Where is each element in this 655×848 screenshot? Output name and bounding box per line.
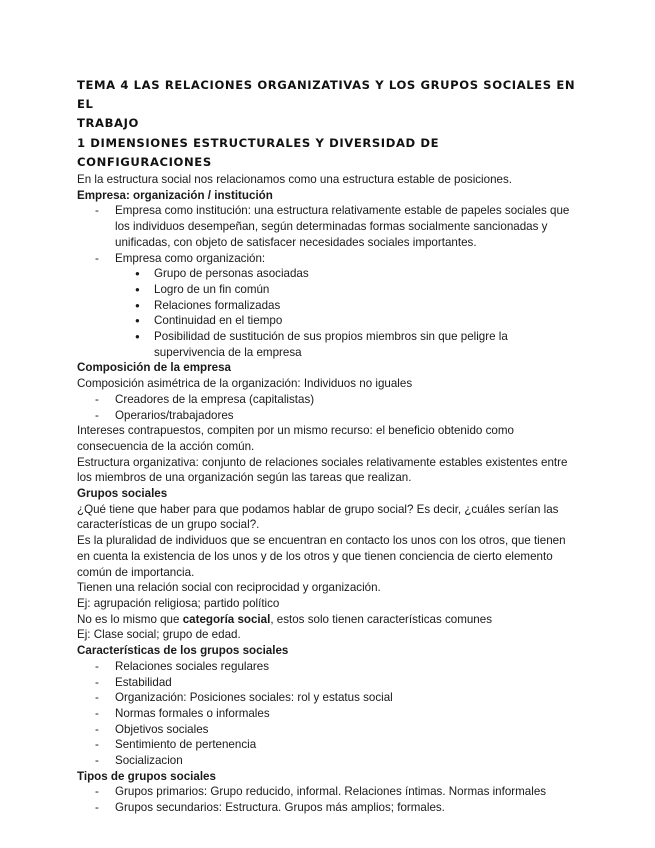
caracteristica-item: - Estabilidad xyxy=(77,675,577,691)
grupos-definition: Es la pluralidad de individuos que se encuentran en contacto los unos con los otros, que tienen en cuenta la existencia de los unos y de los otros y que tienen conciencia de cierto elemento común de importancia. xyxy=(77,534,566,579)
categoria-paragraph xyxy=(77,612,577,628)
categoria-post: , estos solo tienen características comunes xyxy=(270,612,493,626)
organizacion-point: ● Grupo de personas asociadas xyxy=(77,266,577,282)
tipos-heading: Tipos de grupos sociales xyxy=(77,769,216,783)
categoria-pre: No es lo mismo que xyxy=(77,612,183,626)
empresa-list xyxy=(77,203,577,266)
caracteristica-item: - Sentimiento de pertenencia xyxy=(77,737,577,753)
composicion-heading: Composición de la empresa xyxy=(77,361,231,375)
caracteristica-item: - Organización: Posiciones sociales: rol y estatus social xyxy=(77,690,577,706)
section1-heading: 1 DIMENSIONES ESTRUCTURALES Y DIVERSIDAD DE CONFIGURACIONES xyxy=(77,136,440,169)
intereses-paragraph: Intereses contrapuestos, compiten por un mismo recurso: el beneficio obtenido como consecuencia de la acción común. xyxy=(77,424,514,453)
empresa-heading: Empresa: organización / institución xyxy=(77,188,273,202)
caracteristica-item: - Relaciones sociales regulares xyxy=(77,659,577,675)
empresa-item-organizacion: - Empresa como organización: xyxy=(77,251,577,267)
caracteristica-item: - Socializacion xyxy=(77,753,577,769)
tipo-item: - Grupos secundarios: Estructura. Grupos más amplios; formales. xyxy=(77,800,577,816)
categoria-bold: categoría social xyxy=(182,612,271,626)
empresa-item-institucion: - Empresa como institución: una estructura relativamente estable de papeles sociales que los individuos desempeñan, según determinadas formas socialmente sancionadas y unificadas, con objeto de satisfacer necesidades sociales importantes. xyxy=(77,203,577,250)
organizacion-point: ● Logro de un fin común xyxy=(77,282,577,298)
composicion-list xyxy=(77,392,577,423)
tipos-list xyxy=(77,784,577,815)
document-content xyxy=(77,76,577,816)
caracteristica-item: - Normas formales o informales xyxy=(77,706,577,722)
caracteristicas-heading: Características de los grupos sociales xyxy=(77,644,289,658)
estructura-paragraph: Estructura organizativa: conjunto de relaciones sociales relativamente estables existentes entre los miembros de una organización según las tareas que realizan. xyxy=(77,455,568,485)
document-title-line2: TRABAJO xyxy=(77,116,139,130)
composicion-text: Composición asimétrica de la organización: Individuos no iguales xyxy=(77,377,413,391)
grupos-question: ¿Qué tiene que haber para que podamos hablar de grupo social? Es decir, ¿cuáles serían las características de un grupo social?. xyxy=(77,502,559,532)
tipo-item: - Grupos primarios: Grupo reducido, informal. Relaciones íntimas. Normas informales xyxy=(77,784,577,800)
organizacion-point: ● Continuidad en el tiempo xyxy=(77,313,577,329)
composicion-item: - Creadores de la empresa (capitalistas) xyxy=(77,392,577,408)
organizacion-points-list xyxy=(77,266,577,360)
organizacion-point: ● Posibilidad de sustitución de sus propios miembros sin que peligre la supervivencia de la empresa xyxy=(77,329,577,360)
caracteristica-item: - Objetivos sociales xyxy=(77,722,577,738)
document-title-line1: TEMA 4 LAS RELACIONES ORGANIZATIVAS Y LOS GRUPOS SOCIALES EN EL xyxy=(77,78,576,111)
organizacion-point: ● Relaciones formalizadas xyxy=(77,298,577,314)
grupos-example: Ej: agrupación religiosa; partido político xyxy=(77,596,280,610)
grupos-heading: Grupos sociales xyxy=(77,487,168,501)
composicion-item: - Operarios/trabajadores xyxy=(77,408,577,424)
intro-paragraph: En la estructura social nos relacionamos como una estructura estable de posiciones. xyxy=(77,173,512,186)
categoria-example: Ej: Clase social; grupo de edad. xyxy=(77,628,241,642)
grupos-relacion: Tienen una relación social con reciprocidad y organización. xyxy=(77,581,381,595)
caracteristicas-list xyxy=(77,659,577,769)
